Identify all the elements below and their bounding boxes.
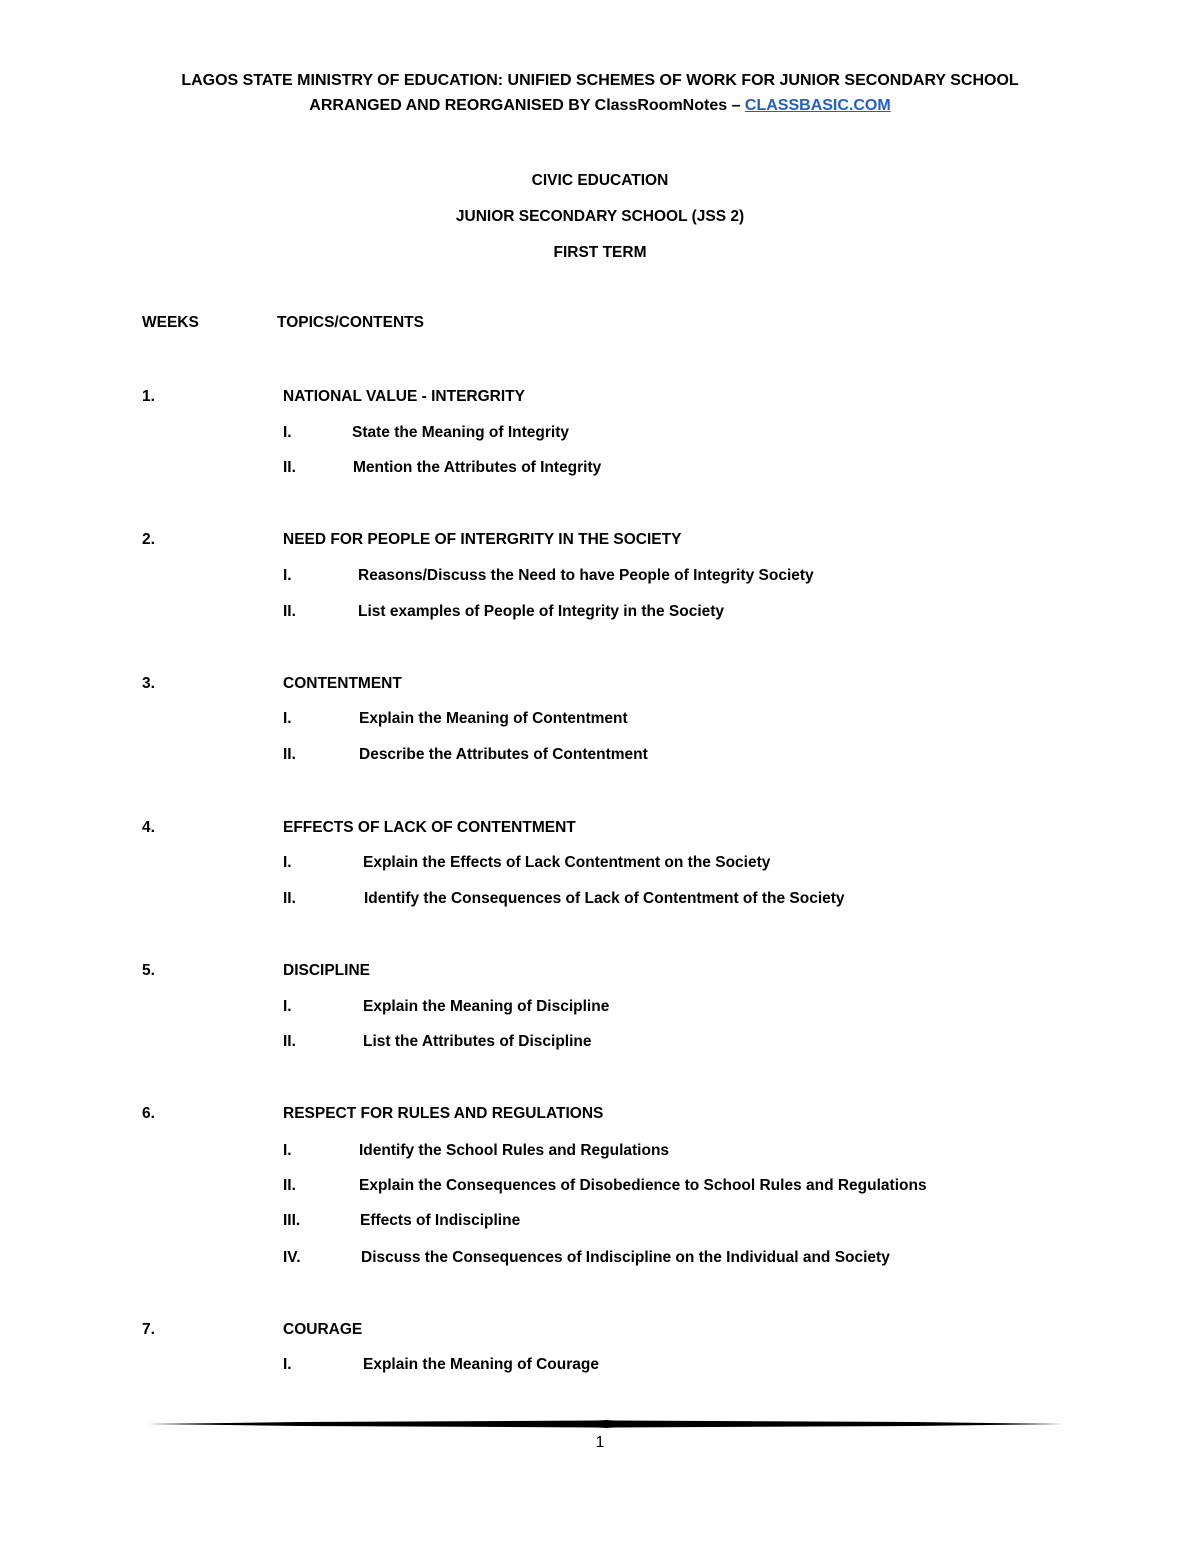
- item-numeral: II.: [283, 1033, 296, 1050]
- classbasic-link[interactable]: CLASSBASIC.COM: [744, 97, 891, 114]
- week-topic: CONTENTMENT: [283, 675, 402, 692]
- item-numeral: I.: [283, 998, 292, 1015]
- item-numeral: I.: [283, 854, 292, 871]
- item-text: Explain the Effects of Lack Contentment on the Society: [363, 854, 771, 871]
- week-number: 1.: [142, 388, 155, 405]
- week-number: 3.: [142, 675, 155, 692]
- item-text: Identify the School Rules and Regulations: [359, 1142, 670, 1159]
- item-numeral: IV.: [283, 1249, 301, 1266]
- week-topic: EFFECTS OF LACK OF CONTENTMENT: [283, 819, 576, 836]
- item-text: Explain the Meaning of Courage: [363, 1356, 599, 1373]
- document-header-line-1: LAGOS STATE MINISTRY OF EDUCATION: UNIFIED SCHEMES OF WORK FOR JUNIOR SECONDARY SCHOOL: [181, 72, 1019, 89]
- item-numeral: I.: [283, 710, 292, 727]
- week-number: 5.: [142, 962, 155, 979]
- item-text: Explain the Meaning of Contentment: [359, 710, 628, 727]
- footer-divider: [148, 1420, 1064, 1428]
- week-number: 2.: [142, 531, 155, 548]
- item-text: Effects of Indiscipline: [360, 1212, 521, 1229]
- week-topic: NATIONAL VALUE - INTERGRITY: [283, 388, 525, 405]
- item-numeral: II.: [283, 890, 296, 907]
- class-title: JUNIOR SECONDARY SCHOOL (JSS 2): [455, 208, 745, 225]
- item-numeral: II.: [283, 746, 296, 763]
- document-header-line-2: [0, 97, 1200, 115]
- item-text: Describe the Attributes of Contentment: [359, 746, 648, 763]
- week-topic: NEED FOR PEOPLE OF INTERGRITY IN THE SOCIETY: [283, 531, 682, 548]
- item-text: State the Meaning of Integrity: [352, 424, 570, 441]
- header-credit-text: ARRANGED AND REORGANISED BY ClassRoomNotes –: [309, 97, 745, 114]
- item-numeral: II.: [283, 459, 296, 476]
- weeks-column-header: WEEKS: [142, 314, 199, 331]
- item-text: Explain the Consequences of Disobedience to School Rules and Regulations: [359, 1177, 927, 1194]
- week-topic: COURAGE: [283, 1321, 363, 1338]
- item-numeral: I.: [283, 567, 292, 584]
- page-number: 1: [595, 1434, 605, 1451]
- week-number: 7.: [142, 1321, 155, 1338]
- item-numeral: I.: [283, 424, 292, 441]
- item-numeral: I.: [283, 1356, 292, 1373]
- item-numeral: II.: [283, 603, 296, 620]
- week-topic: DISCIPLINE: [283, 962, 370, 979]
- item-text: Identify the Consequences of Lack of Contentment of the Society: [364, 890, 845, 907]
- subject-title: CIVIC EDUCATION: [531, 172, 669, 189]
- item-text: Discuss the Consequences of Indiscipline on the Individual and Society: [361, 1249, 890, 1266]
- item-text: Explain the Meaning of Discipline: [363, 998, 610, 1015]
- item-text: List the Attributes of Discipline: [363, 1033, 592, 1050]
- item-text: Mention the Attributes of Integrity: [353, 459, 602, 476]
- item-numeral: I.: [283, 1142, 292, 1159]
- week-number: 6.: [142, 1105, 155, 1122]
- item-numeral: III.: [283, 1212, 301, 1229]
- item-text: Reasons/Discuss the Need to have People of Integrity Society: [358, 567, 814, 584]
- term-title: FIRST TERM: [553, 244, 647, 261]
- topics-column-header: TOPICS/CONTENTS: [277, 314, 424, 331]
- week-topic: RESPECT FOR RULES AND REGULATIONS: [283, 1105, 604, 1122]
- week-number: 4.: [142, 819, 155, 836]
- item-text: List examples of People of Integrity in the Society: [358, 603, 725, 620]
- item-numeral: II.: [283, 1177, 296, 1194]
